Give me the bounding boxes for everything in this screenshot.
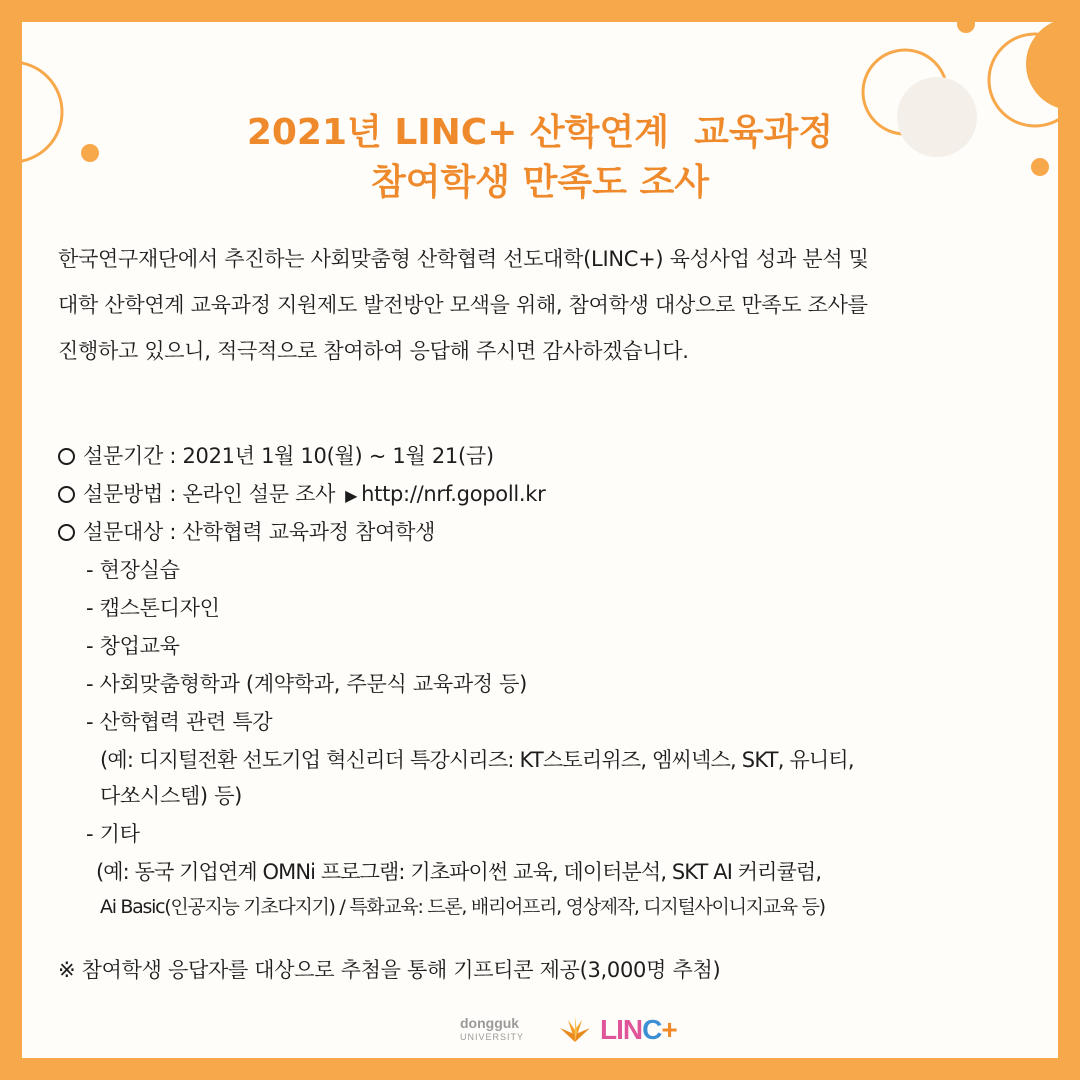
list-item: - 기타 xyxy=(86,822,140,846)
list-item-detail: (예: 디지털전환 선도기업 혁신리더 특강시리즈: KT스토리위즈, 엠씨넥스, SKT, 유니티, xyxy=(100,748,854,772)
target-text: 설문대상 : 산학협력 교육과정 참여학생 xyxy=(83,520,436,544)
notice-text: ※ 참여학생 응답자를 대상으로 추첨을 통해 기프티콘 제공(3,000명 추첨) xyxy=(58,958,721,982)
list-item: - 산학협력 관련 특강 xyxy=(86,710,273,734)
list-item: - 현장실습 xyxy=(86,558,180,582)
deco-dot-top-right xyxy=(957,22,975,33)
circle-bullet-icon xyxy=(58,486,75,503)
method-row xyxy=(58,478,545,508)
list-item-detail: Ai Basic(인공지능 기초다지기) / 특화교육: 드론, 배리어프리, 영상제작, 디지털사이니지교육 등) xyxy=(100,896,825,918)
arrow-right-icon: ▶ xyxy=(345,486,358,505)
list-item-detail: (예: 동국 기업연계 OMNi 프로그램: 기초파이썬 교육, 데이터분석, SKT AI 커리큘럼, xyxy=(96,860,822,884)
survey-card xyxy=(22,22,1058,1058)
university-wordmark: UNIVERSITY xyxy=(460,1032,525,1042)
intro-line: 한국연구재단에서 추진하는 사회맞춤형 산학협력 선도대학(LINC+) 육성사업 성과 분석 및 xyxy=(58,247,869,271)
list-item: - 사회맞춤형학과 (계약학과, 주문식 교육과정 등) xyxy=(86,672,528,696)
page-title xyxy=(22,108,1058,208)
intro-paragraph xyxy=(58,236,1048,374)
list-item: - 캡스톤디자인 xyxy=(86,596,220,620)
method-text: 설문방법 : 온라인 설문 조사 xyxy=(83,482,336,506)
period-row xyxy=(58,440,494,470)
intro-line: 대학 산학연계 교육과정 지원제도 발전방안 모색을 위해, 참여학생 대상으로 만족도 조사를 xyxy=(58,293,868,317)
target-row xyxy=(58,516,435,546)
title-line-2: 참여학생 만족도 조사 xyxy=(370,162,710,203)
circle-bullet-icon xyxy=(58,524,75,541)
lotus-icon xyxy=(558,1014,592,1044)
list-item: - 창업교육 xyxy=(86,634,180,658)
dongguk-logo xyxy=(460,1016,524,1044)
list-item-detail: 다쏘시스템) 등) xyxy=(100,784,243,808)
intro-line: 진행하고 있으니, 적극적으로 참여하여 응답해 주시면 감사하겠습니다. xyxy=(58,339,689,363)
period-text: 설문기간 : 2021년 1월 10(월) ~ 1월 21(금) xyxy=(83,444,494,468)
linc-logo: LINC+ xyxy=(600,1014,677,1045)
title-line-1: 2021년 LINC+ 산학연계 교육과정 xyxy=(246,112,834,153)
circle-bullet-icon xyxy=(58,448,75,465)
dongguk-wordmark: dongguk xyxy=(460,1015,520,1031)
survey-link[interactable]: http://nrf.gopoll.kr xyxy=(361,482,546,506)
footer-logos xyxy=(460,1010,680,1054)
